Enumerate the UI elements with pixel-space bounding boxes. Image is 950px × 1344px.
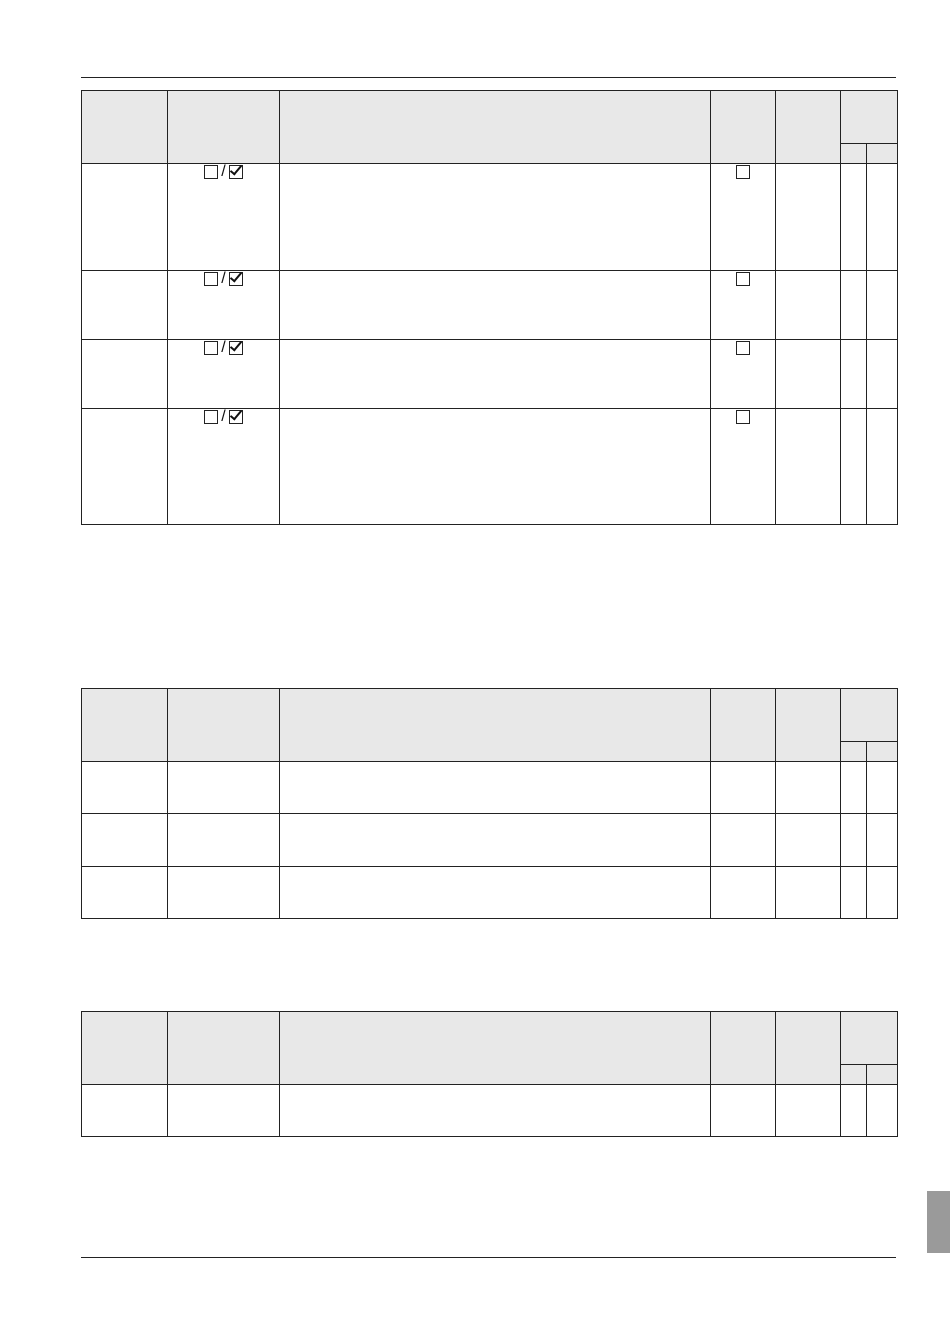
table-row [82,164,898,271]
table-3-header-group [841,1012,898,1065]
table-2 [81,688,898,919]
footer-rule [81,1257,896,1258]
table-1 [81,90,898,525]
table-2-header-col3 [280,689,711,762]
header-rule [81,77,896,78]
checkbox[interactable] [736,272,750,286]
table-2-subheader-b [867,742,898,762]
checked-box-icon [229,410,243,424]
table-2-header-col5 [776,689,841,762]
checkbox[interactable] [736,165,750,179]
table-row [82,340,898,409]
table-3-subheader-b [867,1065,898,1085]
unchecked-box-icon [204,165,218,179]
table-1-header-group [841,91,898,144]
table-2-header-group [841,689,898,742]
unchecked-box-icon [204,272,218,286]
table-1-header-col5 [776,91,841,164]
section-tab-marker [927,1191,950,1253]
table-2-header-col2 [168,689,280,762]
table-row [82,762,898,814]
table-3-header-col5 [776,1012,841,1085]
table-1-subheader-a [841,144,867,164]
table-row [82,867,898,919]
unchecked-box-icon [204,410,218,424]
table-1-header-col2 [168,91,280,164]
option-toggle[interactable]: / [168,409,280,525]
checked-box-icon [229,165,243,179]
checked-box-icon [229,341,243,355]
checked-box-icon [229,272,243,286]
table-2-header-col4 [711,689,776,762]
table-row [82,814,898,867]
table-1-header-col3 [280,91,711,164]
table-row [82,409,898,525]
table-row [82,271,898,340]
checkbox[interactable] [736,341,750,355]
table-row [82,1085,898,1137]
table-3-subheader-a [841,1065,867,1085]
table-3-header-col1 [82,1012,168,1085]
table-3-header-col2 [168,1012,280,1085]
checkbox[interactable] [736,410,750,424]
table-3-header-col3 [280,1012,711,1085]
table-2-subheader-a [841,742,867,762]
table-1-header-col4 [711,91,776,164]
table-3 [81,1011,898,1137]
table-3-header-col4 [711,1012,776,1085]
option-toggle[interactable]: / [168,271,280,340]
unchecked-box-icon [204,341,218,355]
table-2-header-col1 [82,689,168,762]
table-1-subheader-b [867,144,898,164]
option-toggle[interactable]: / [168,164,280,271]
table-1-header-col1 [82,91,168,164]
option-toggle[interactable]: / [168,340,280,409]
